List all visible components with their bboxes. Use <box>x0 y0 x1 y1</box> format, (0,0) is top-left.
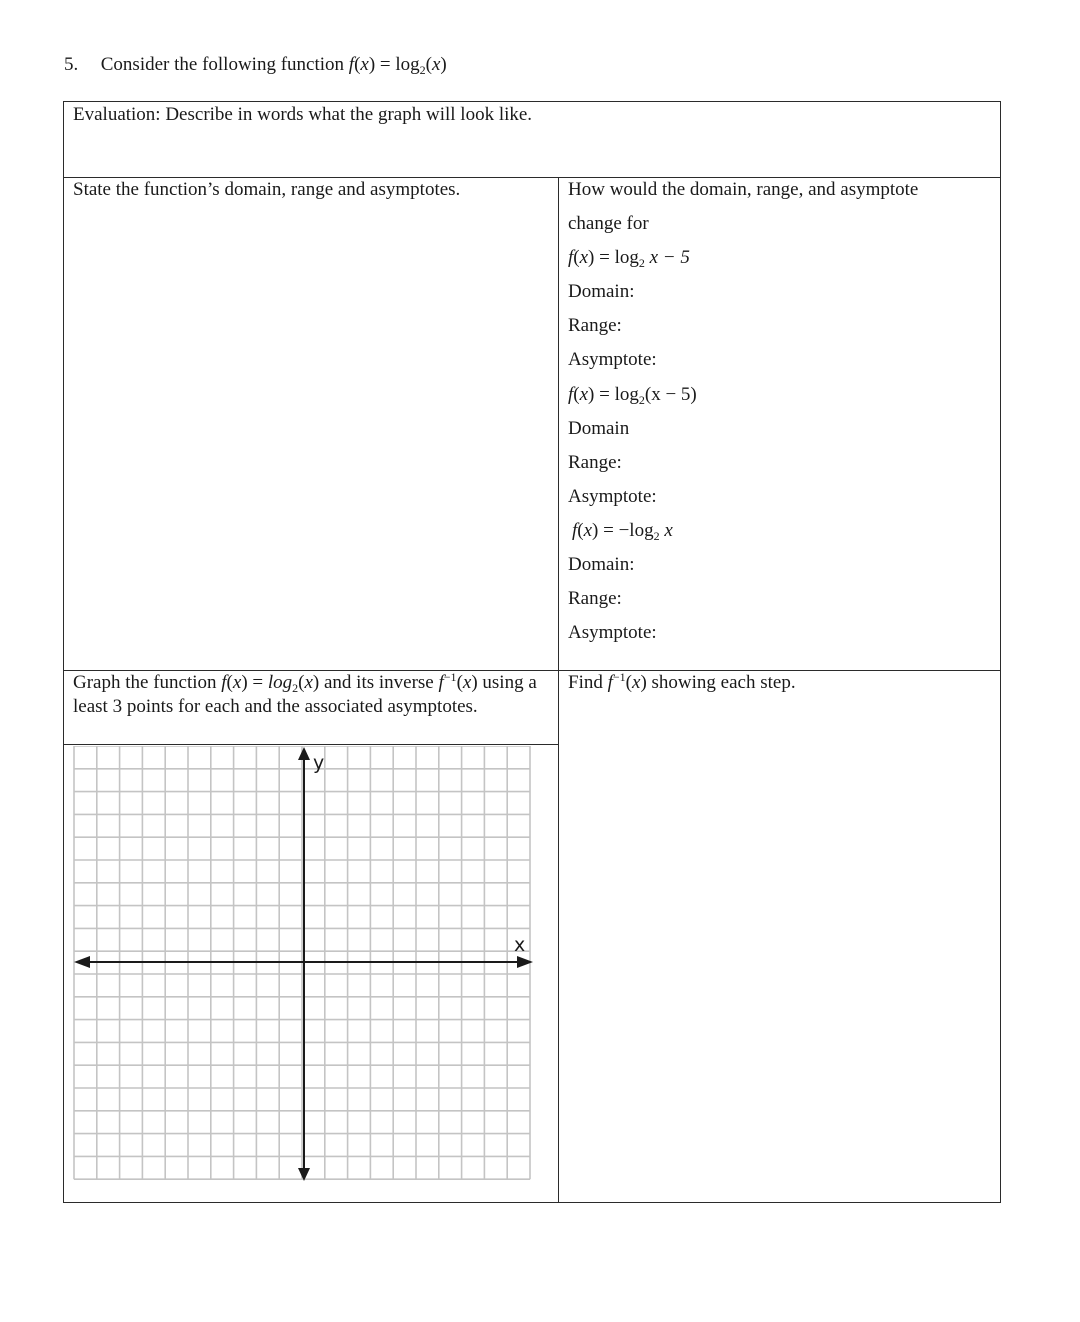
find-inverse-prompt: Find $f^{-1}(x)$ showing each step. <box>568 670 796 693</box>
inverse-cell[interactable] <box>558 670 1001 1203</box>
case-2-formula: $f(x) = \log_2(x - 5)$ <box>568 383 697 407</box>
question-formula: $f(x) = \log_2(x)$ <box>348 54 447 77</box>
x-axis-label: x <box>514 934 526 956</box>
case-3-formula: $f(x) = -\log_2$ x <box>572 519 673 543</box>
question-text: Consider the following function <box>100 54 345 75</box>
transformations-list <box>568 178 993 655</box>
question-number: 5. <box>64 54 79 75</box>
coordinate-grid[interactable] <box>72 746 534 1182</box>
case-2-domain: Domain <box>568 417 630 439</box>
case-3-asymptote: Asymptote: <box>568 622 657 644</box>
case-3-domain: Domain: <box>568 554 635 576</box>
case-1-range: Range: <box>568 315 622 337</box>
graph-prompt: Graph the function $f(x) = \log_2(x)$ and its inverse $f^{-1}(x)$ using a least 3 points for each and the associated asymptotes. <box>73 670 537 717</box>
y-axis-label: y <box>313 752 325 774</box>
transformations-prompt-line-2: change for <box>568 213 649 235</box>
y-axis-top-arrow <box>298 747 310 760</box>
evaluation-prompt: Evaluation: Describe in words what the graph will look like. <box>73 104 533 125</box>
domain-range-cell[interactable] <box>63 177 559 671</box>
case-1-asymptote: Asymptote: <box>568 349 657 371</box>
graph-divider <box>63 744 559 745</box>
case-1-domain: Domain: <box>568 281 635 303</box>
transformations-prompt-line-1: How would the domain, range, and asymptote <box>568 179 919 200</box>
case-3-range: Range: <box>568 588 622 610</box>
case-2-asymptote: Asymptote: <box>568 485 657 507</box>
question-heading <box>64 53 447 77</box>
case-1-formula: $f(x) = \log_2 x - 5$ <box>568 247 690 271</box>
case-2-range: Range: <box>568 451 622 473</box>
x-axis-left-arrow <box>74 956 90 968</box>
domain-range-prompt: State the function’s domain, range and asymptotes. <box>73 179 461 200</box>
